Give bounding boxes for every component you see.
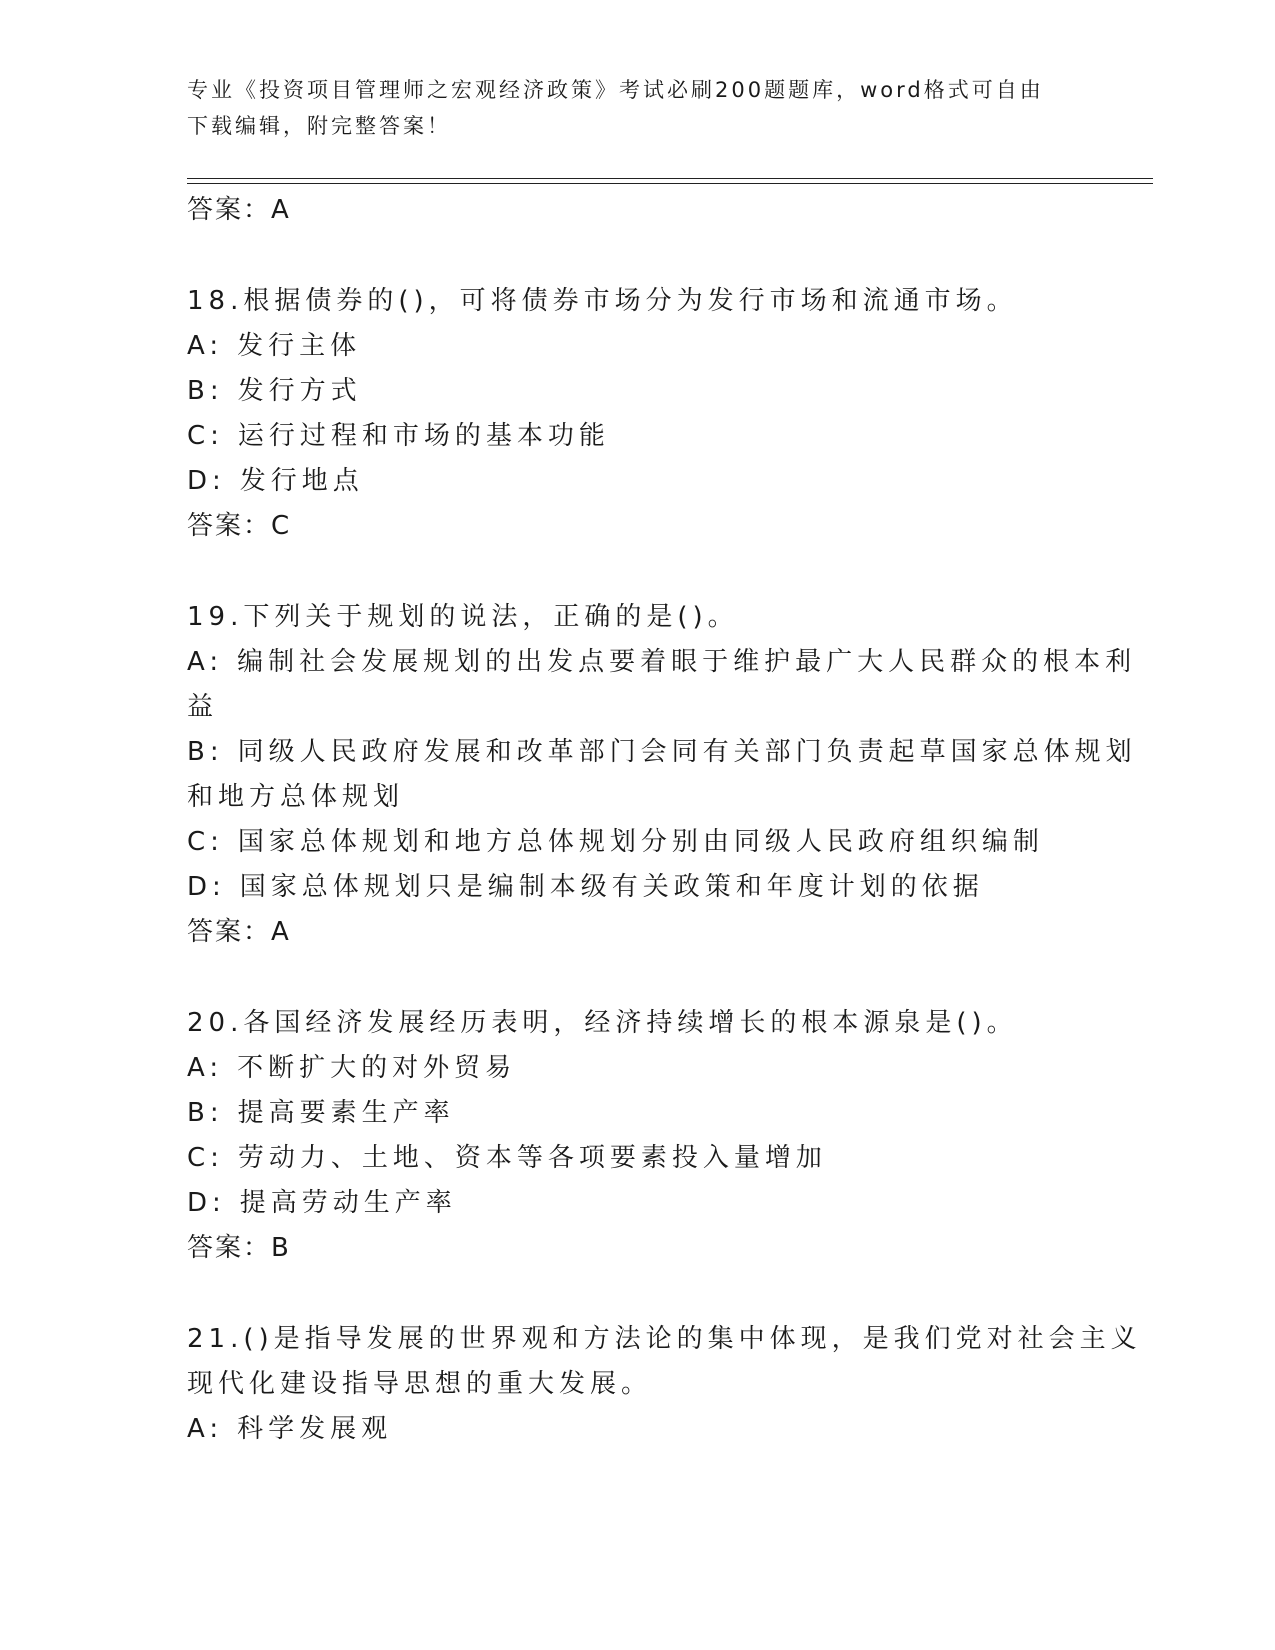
option-letter: A: bbox=[187, 331, 224, 361]
option-line bbox=[187, 820, 1087, 865]
previous-answer bbox=[187, 188, 1087, 233]
option-line bbox=[187, 324, 1087, 369]
question-spacer bbox=[187, 549, 1087, 595]
answer-value: A bbox=[271, 195, 291, 225]
option-text: 同级人民政府发展和改革部门会同有关部门负责起草国家总体规划 bbox=[237, 737, 1137, 767]
option-line bbox=[187, 685, 1087, 730]
answer-line bbox=[187, 1226, 1087, 1271]
option-text: 编制社会发展规划的出发点要着眼于维护最广大人民群众的根本利 bbox=[237, 647, 1137, 677]
option-letter: A: bbox=[187, 1414, 224, 1444]
option-letter: D: bbox=[187, 872, 226, 902]
answer-label: 答案： bbox=[187, 511, 272, 541]
option-line bbox=[187, 775, 1087, 820]
answer-label: 答案： bbox=[187, 917, 272, 947]
option-text: 益 bbox=[187, 692, 219, 722]
option-line bbox=[187, 865, 1087, 910]
option-text: 发行主体 bbox=[237, 331, 362, 361]
option-line bbox=[187, 1407, 1087, 1452]
header-divider-bottom bbox=[187, 183, 1153, 184]
option-line bbox=[187, 414, 1087, 459]
question-spacer bbox=[187, 1271, 1087, 1317]
option-line bbox=[187, 459, 1087, 504]
option-text: 科学发展观 bbox=[237, 1414, 393, 1444]
option-letter: C: bbox=[187, 1143, 224, 1173]
option-letter: B: bbox=[187, 376, 224, 406]
option-text: 国家总体规划只是编制本级有关政策和年度计划的依据 bbox=[239, 872, 984, 902]
answer-value: A bbox=[271, 917, 291, 947]
option-letter: A: bbox=[187, 1053, 224, 1083]
document-body bbox=[187, 188, 1142, 1452]
question-stem: 现代化建设指导思想的重大发展。 bbox=[187, 1369, 653, 1399]
answer-label: 答案： bbox=[187, 195, 272, 225]
question-block bbox=[187, 279, 1087, 549]
option-letter: A: bbox=[187, 647, 224, 677]
option-line bbox=[187, 1046, 1087, 1091]
header-divider-top bbox=[187, 178, 1153, 179]
question-block bbox=[187, 1001, 1087, 1271]
answer-label: 答案： bbox=[187, 1233, 272, 1263]
option-line bbox=[187, 1181, 1087, 1226]
question-stem: 18.根据债券的()，可将债券市场分为发行市场和流通市场。 bbox=[187, 286, 1018, 316]
answer-value: C bbox=[271, 511, 292, 541]
option-text: 提高劳动生产率 bbox=[239, 1188, 457, 1218]
option-text: 发行地点 bbox=[239, 466, 364, 496]
option-text: 提高要素生产率 bbox=[237, 1098, 455, 1128]
answer-line bbox=[187, 910, 1087, 955]
document-header bbox=[187, 72, 1067, 144]
question-block bbox=[187, 595, 1137, 955]
option-line bbox=[187, 640, 1137, 685]
option-letter: D: bbox=[187, 466, 226, 496]
question-spacer bbox=[187, 955, 1087, 1001]
question-stem: 20.各国经济发展经历表明，经济持续增长的根本源泉是()。 bbox=[187, 1008, 1018, 1038]
option-letter: C: bbox=[187, 421, 224, 451]
option-text: 和地方总体规划 bbox=[187, 782, 405, 812]
question-block bbox=[187, 1317, 1142, 1452]
option-text: 国家总体规划和地方总体规划分别由同级人民政府组织编制 bbox=[237, 827, 1044, 857]
header-line-1: 专业《投资项目管理师之宏观经济政策》考试必刷200题题库，word格式可自由 bbox=[187, 78, 1044, 102]
option-text: 不断扩大的对外贸易 bbox=[237, 1053, 517, 1083]
question-spacer bbox=[187, 233, 1087, 279]
answer-line bbox=[187, 504, 1087, 549]
option-line bbox=[187, 369, 1087, 414]
question-stem: 21.()是指导发展的世界观和方法论的集中体现，是我们党对社会主义 bbox=[187, 1324, 1142, 1354]
option-line bbox=[187, 1136, 1087, 1181]
option-line bbox=[187, 730, 1137, 775]
option-letter: B: bbox=[187, 1098, 224, 1128]
option-text: 运行过程和市场的基本功能 bbox=[237, 421, 610, 451]
option-letter: B: bbox=[187, 737, 224, 767]
question-stem: 19.下列关于规划的说法，正确的是()。 bbox=[187, 602, 739, 632]
option-text: 劳动力、土地、资本等各项要素投入量增加 bbox=[237, 1143, 827, 1173]
option-line bbox=[187, 1091, 1087, 1136]
answer-value: B bbox=[271, 1233, 291, 1263]
header-line-2: 下载编辑，附完整答案！ bbox=[187, 114, 451, 138]
option-text: 发行方式 bbox=[237, 376, 362, 406]
option-letter: C: bbox=[187, 827, 224, 857]
option-letter: D: bbox=[187, 1188, 226, 1218]
